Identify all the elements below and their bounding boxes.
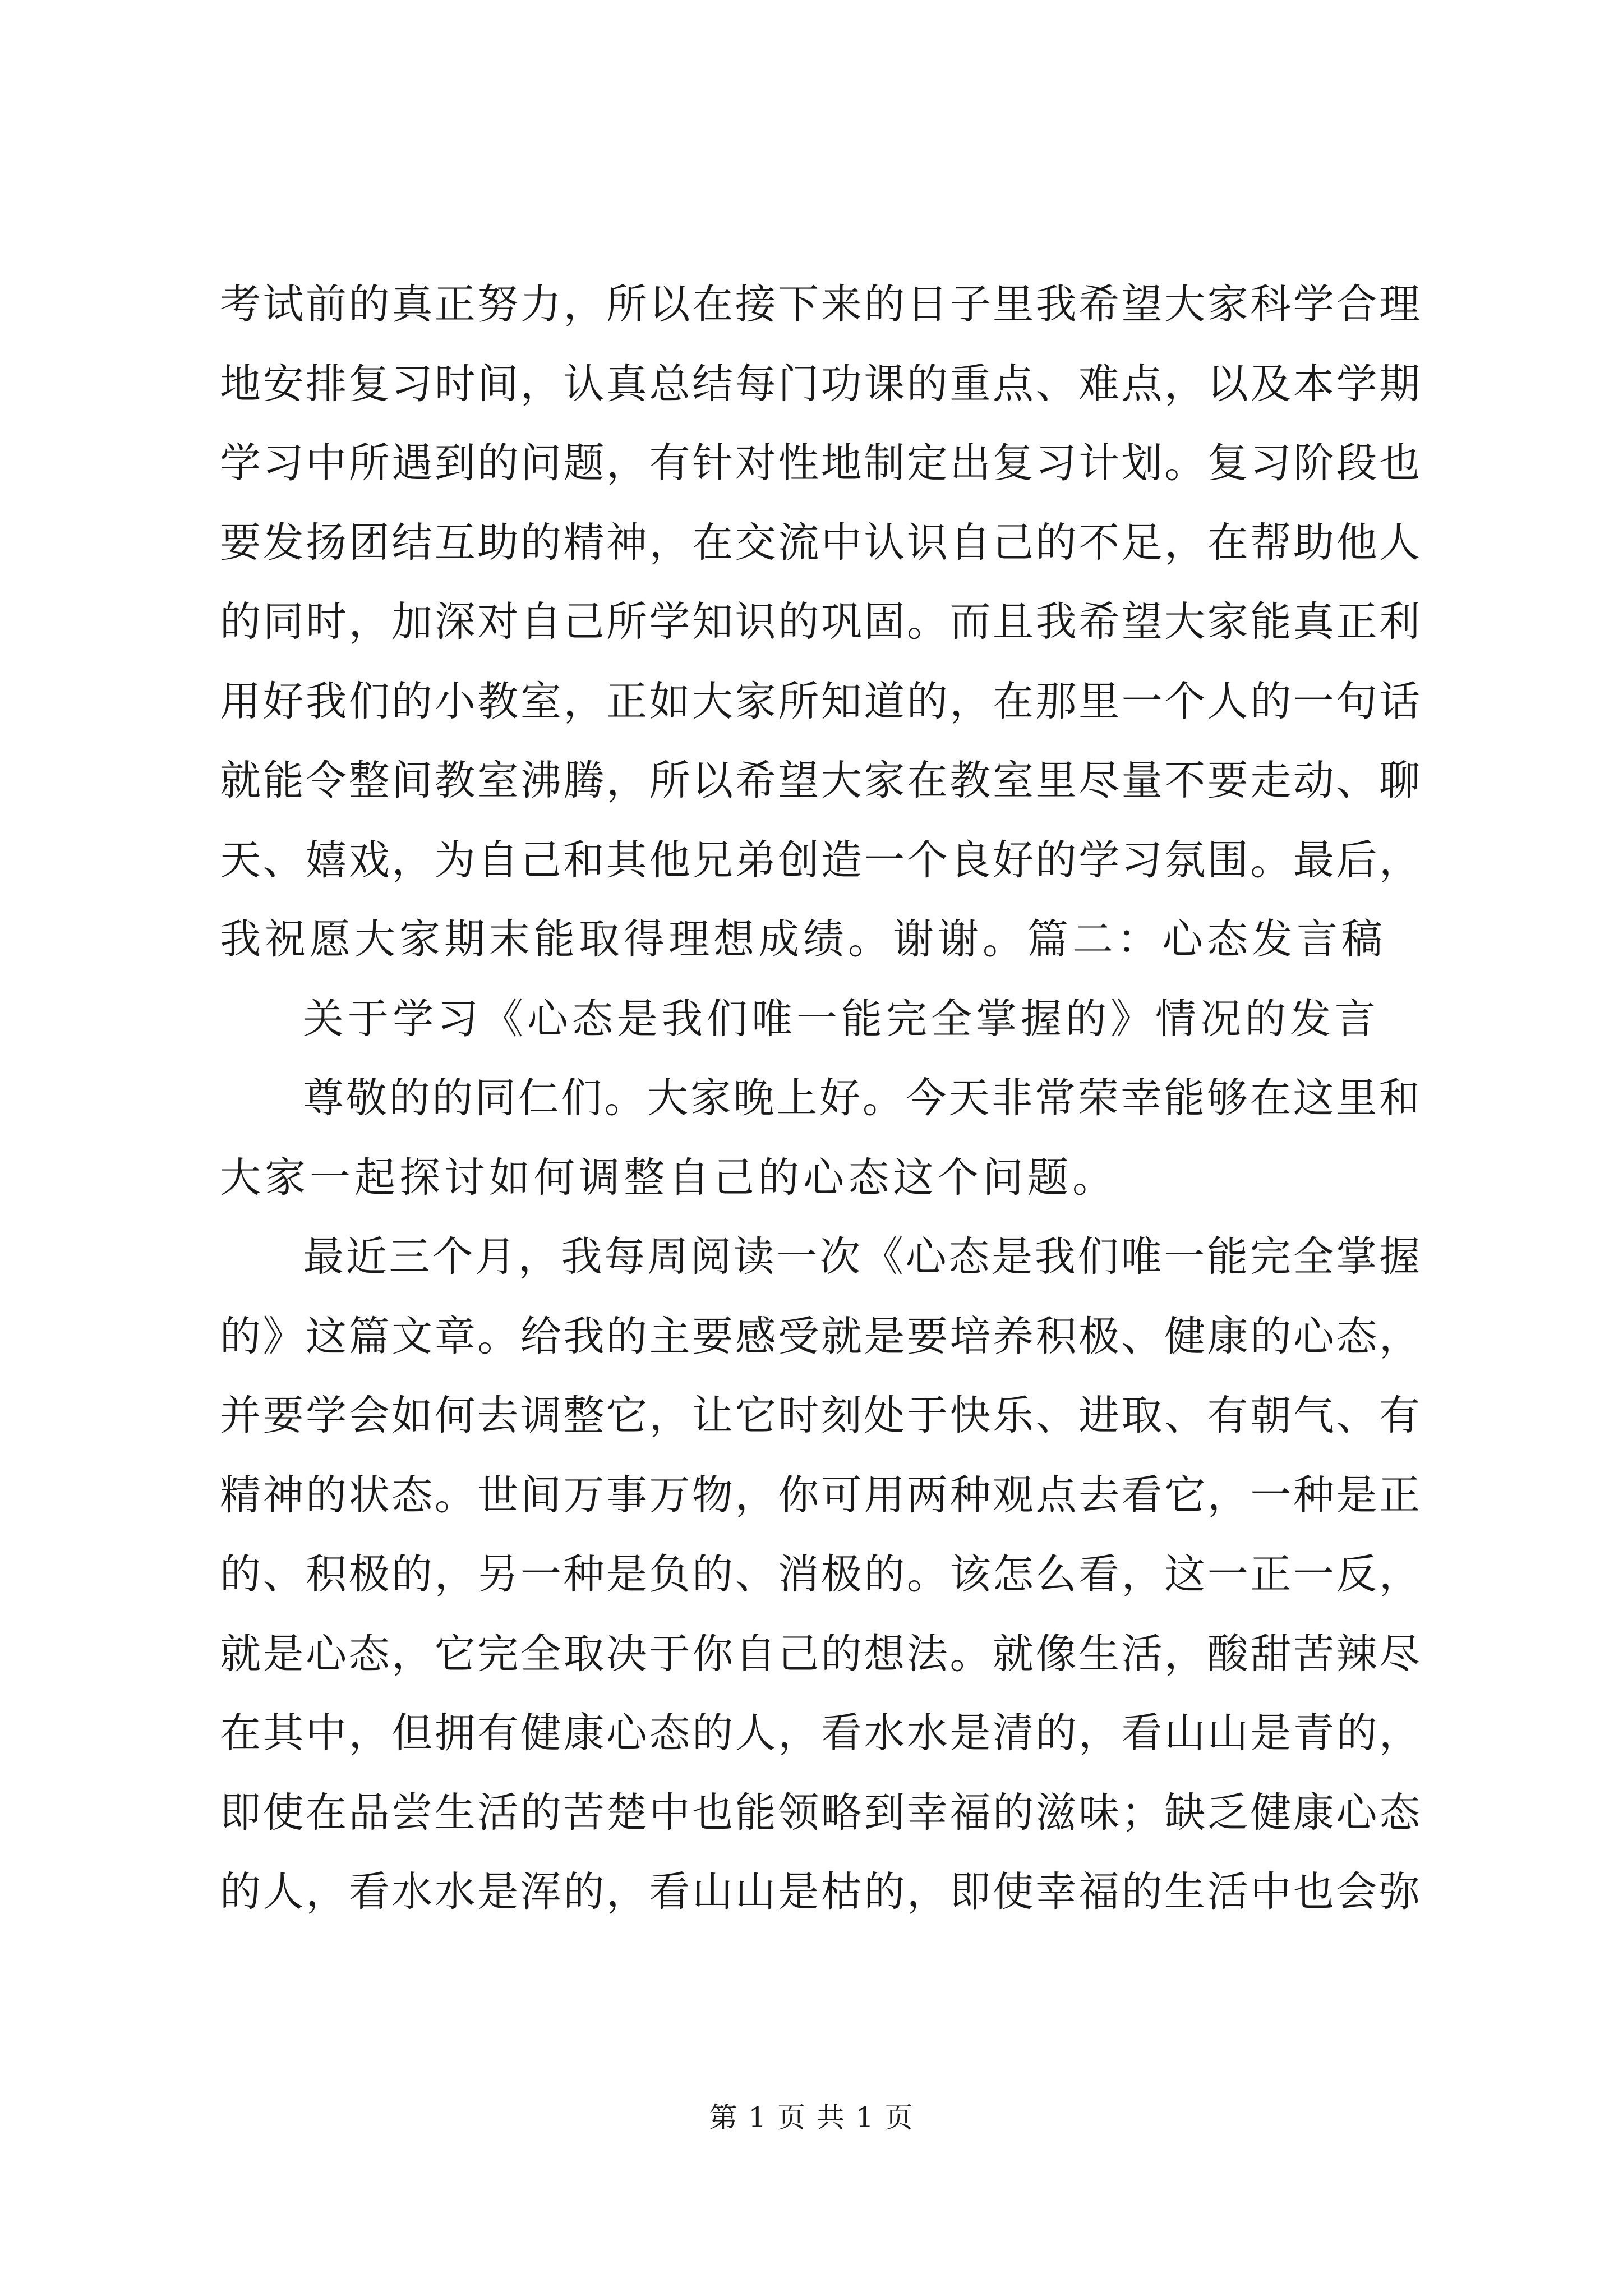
document-body — [220, 265, 1420, 1932]
text-line: 大家一起探讨如何调整自己的心态这个问题。 — [220, 1153, 1117, 1202]
page-number-label: 第 1 页 共 1 页 — [709, 2101, 914, 2134]
text-line: 地安排复习时间，认真总结每门功课的重点、难点，以及本学期 — [220, 360, 1420, 408]
text-line: 用好我们的小教室，正如大家所知道的，在那里一个人的一句话 — [220, 677, 1420, 725]
text-line: 就能令整间教室沸腾，所以希望大家在教室里尽量不要走动、聊 — [220, 757, 1420, 804]
text-line: 要发扬团结互助的精神，在交流中认识自己的不足，在帮助他人 — [220, 518, 1420, 567]
text-line: 最近三个月，我每周阅读一次《心态是我们唯一能完全掌握 — [303, 1233, 1420, 1281]
text-line: 的、积极的，另一种是负的、消极的。该怎么看，这一正一反， — [220, 1550, 1420, 1598]
text-line: 的》这篇文章。给我的主要感受就是要培养积极、健康的心态， — [220, 1312, 1420, 1360]
text-line: 即使在品尝生活的苦楚中也能领略到幸福的滋味；缺乏健康心态 — [220, 1788, 1420, 1837]
page-footer — [0, 2095, 1623, 2136]
text-line: 精神的状态。世间万事万物，你可用两种观点去看它，一种是正 — [220, 1471, 1420, 1519]
text-line: 的同时，加深对自己所学知识的巩固。而且我希望大家能真正利 — [220, 598, 1420, 646]
text-line: 天、嬉戏，为自己和其他兄弟创造一个良好的学习氛围。最后， — [220, 836, 1420, 884]
text-line: 考试前的真正努力，所以在接下来的日子里我希望大家科学合理 — [220, 280, 1420, 328]
text-line: 就是心态，它完全取决于你自己的想法。就像生活，酸甜苦辣尽 — [220, 1630, 1420, 1678]
text-line: 学习中所遇到的问题，有针对性地制定出复习计划。复习阶段也 — [220, 439, 1420, 487]
section-heading-line: 关于学习《心态是我们唯一能完全掌握的》情况的发言 — [303, 995, 1380, 1043]
text-line: 我祝愿大家期末能取得理想成绩。谢谢。篇二：心态发言稿 — [220, 915, 1386, 963]
text-line: 尊敬的的同仁们。大家晚上好。今天非常荣幸能够在这里和 — [303, 1074, 1420, 1122]
text-line: 的人，看水水是浑的，看山山是枯的，即使幸福的生活中也会弥 — [220, 1868, 1420, 1916]
text-line: 并要学会如何去调整它，让它时刻处于快乐、进取、有朝气、有 — [220, 1392, 1420, 1439]
text-line: 在其中，但拥有健康心态的人，看水水是清的，看山山是青的， — [220, 1709, 1420, 1757]
